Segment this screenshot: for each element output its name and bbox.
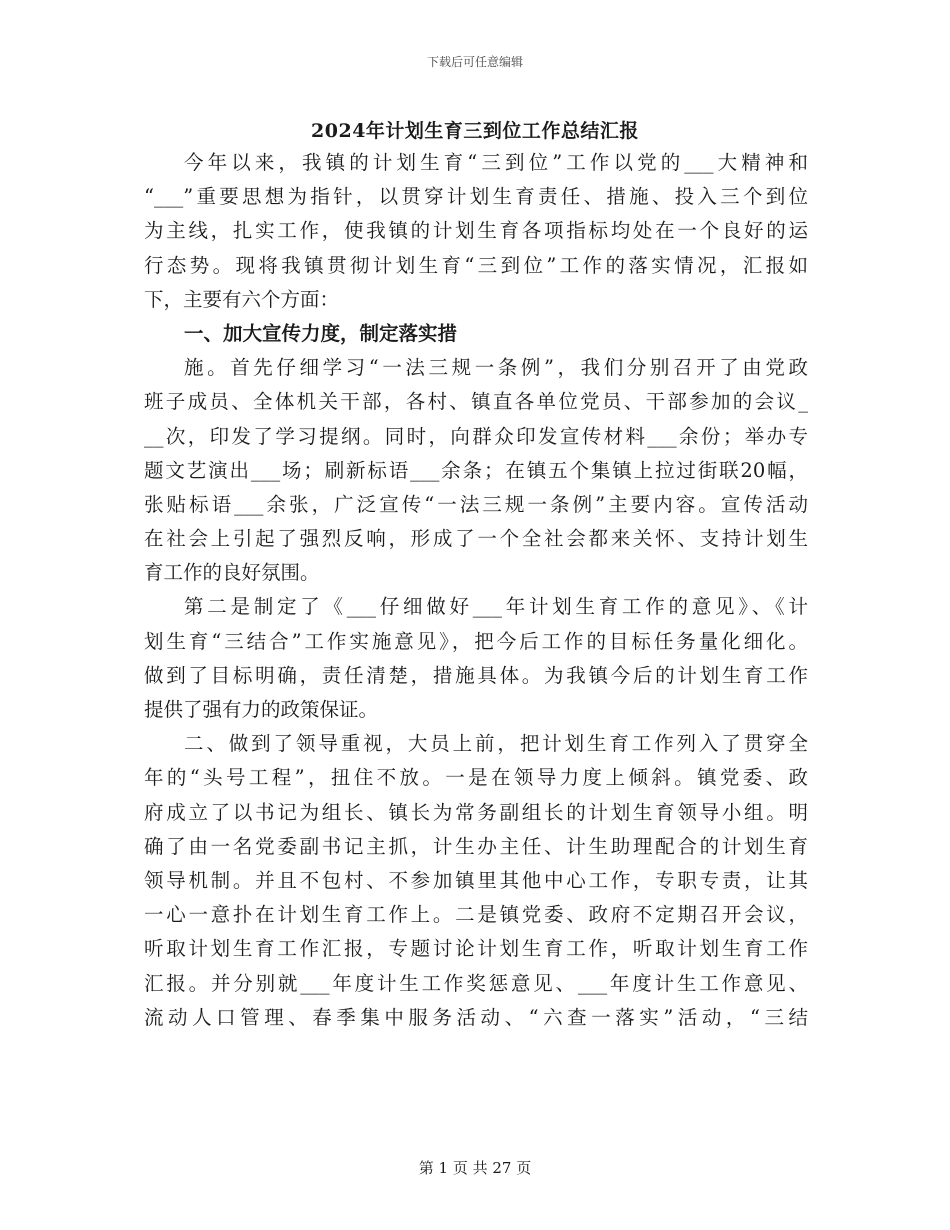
text-line: 领导机制。并且不包村、不参加镇里其他中心工作，专职专责，让其 (144, 868, 808, 892)
text-line: 汇报。并分别就___年度计生工作奖惩意见、___年度计生工作意见、 (144, 971, 808, 995)
text-line: 张贴标语___余张，广泛宣传“一法三规一条例”主要内容。宣传活动 (144, 492, 808, 516)
text-line: 为主线，扎实工作，使我镇的计划生育各项指标均处在一个良好的运 (144, 219, 808, 243)
text-line: 在社会上引起了强烈反响，形成了一个全社会都来关怀、支持计划生 (144, 527, 808, 551)
page-number: 第 1 页 共 27 页 (418, 1159, 532, 1177)
document-title: 2024年计划生育三到位工作总结汇报 (311, 120, 639, 142)
text-line: 行态势。现将我镇贯彻计划生育“三到位”工作的落实情况，汇报如 (144, 253, 808, 277)
text-line: 今年以来，我镇的计划生育“三到位”工作以党的___大精神和 (184, 151, 808, 174)
text-line: 府成立了以书记为组长、镇长为常务副组长的计划生育领导小组。明 (144, 800, 808, 824)
text-line: 班子成员、全体机关干部，各村、镇直各单位党员、干部参加的会议_ (144, 390, 808, 414)
text-line: 第二是制定了《___仔细做好___年计划生育工作的意见》、《计 (184, 595, 808, 619)
header-note: 下载后可任意编辑 (426, 55, 523, 69)
text-line: 育工作的良好氛围。 (144, 561, 320, 585)
document-body (144, 146, 808, 1035)
text-line: 听取计划生育工作汇报，专题讨论计划生育工作，听取计划生育工作 (144, 937, 808, 961)
text-line: __次，印发了学习提纲。同时，向群众印发宣传材料___余份；举办专 (144, 424, 808, 448)
text-line: 一心一意扑在计划生育工作上。二是镇党委、政府不定期召开会议， (144, 903, 808, 927)
text-line: 做到了目标明确，责任清楚，措施具体。为我镇今后的计划生育工作 (144, 663, 808, 687)
text-line: 二、做到了领导重视，大员上前，把计划生育工作列入了贯穿全 (184, 732, 808, 756)
text-line: “___”重要思想为指针，以贯穿计划生育责任、措施、投入三个到位 (144, 185, 808, 209)
text-line: 施。首先仔细学习“一法三规一条例”，我们分别召开了由党政 (184, 356, 808, 380)
text-line: 年的“头号工程”，扭住不放。一是在领导力度上倾斜。镇党委、政 (144, 766, 808, 790)
text-line: 题文艺演出___场；刷新标语___余条；在镇五个集镇上拉过街联20幅， (144, 458, 808, 482)
text-line: 划生育“三结合”工作实施意见》，把今后工作的目标任务量化细化。 (144, 629, 808, 653)
text-line: 下，主要有六个方面： (144, 287, 340, 311)
text-line: 流动人口管理、春季集中服务活动、“六查一落实”活动，“三结 (144, 1005, 808, 1029)
section-heading: 一、加大宣传力度，制定落实措 (184, 321, 458, 345)
text-line: 提供了强有力的政策保证。 (144, 698, 379, 721)
text-line: 确了由一名党委副书记主抓，计生办主任、计生助理配合的计划生育 (144, 834, 808, 858)
